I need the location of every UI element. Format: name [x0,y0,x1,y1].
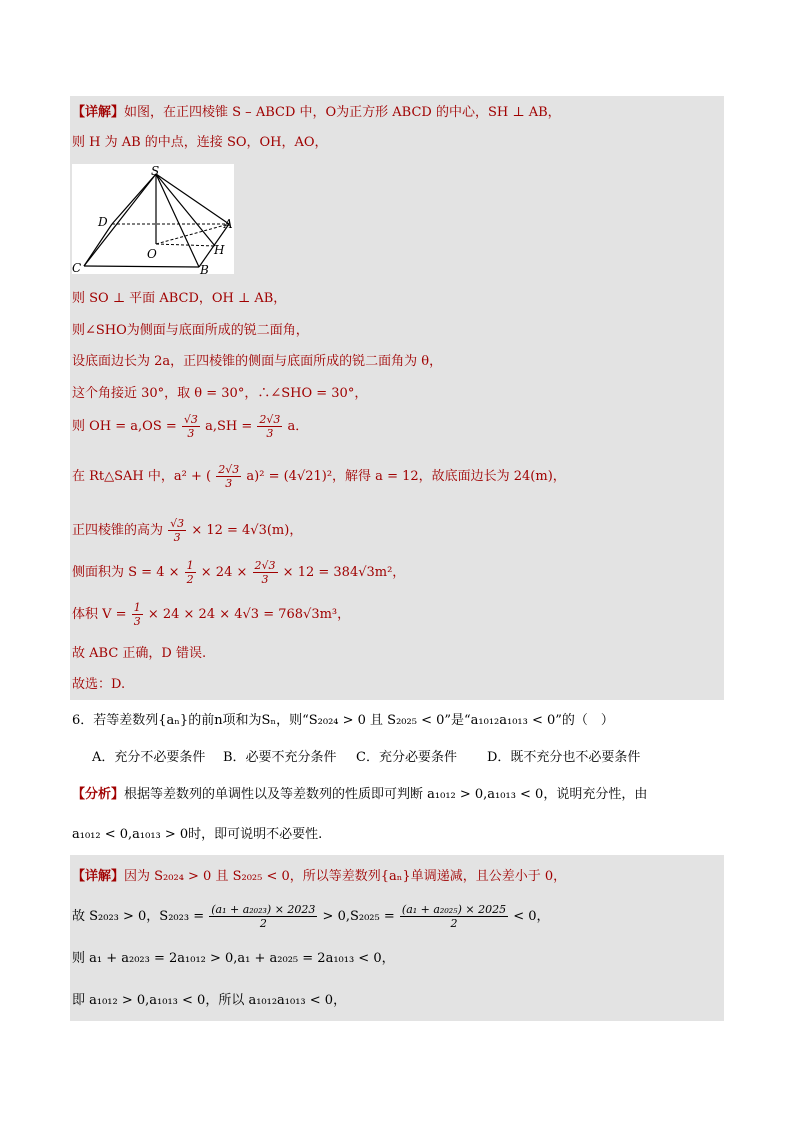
edge-sb [156,174,199,267]
solution-b-line-1: 【详解】因为 S₂₀₂₄ > 0 且 S₂₀₂₅ < 0，所以等差数列{aₙ}单调递减，且公差小于 0， [72,869,567,884]
pyramid-figure [72,164,234,274]
fraction: $\frac{2√3}{3}$ [254,559,276,586]
option-a: A．充分不必要条件 [92,750,206,765]
solution-a-line-13: 故选：D. [72,677,126,692]
edge-oa [156,224,229,244]
solution-b-line-3: 则 a₁ + a₂₀₂₃ = 2a₁₀₁₂ > 0,a₁ + a₂₀₂₅ = 2a₁₀₁₃ < 0， [72,951,395,966]
question-6-stem: 6．若等差数列{aₙ}的前n项和为Sₙ，则“S₂₀₂₄ > 0 且 S₂₀₂₅ < 0”是“a₁₀₁₂a₁₀₁₃ < 0”的（ ） [72,713,614,728]
solution-a-line-5: 设底面边长为 2a，正四棱锥的侧面与底面所成的锐二面角为 θ， [72,354,443,369]
fraction: $\frac{\text{(a₁ + a₂₀₂₃) × 2023}}{2}$ [211,903,316,930]
analysis-line-1: 【分析】根据等差数列的单调性以及等差数列的性质即可判断 a₁₀₁₂ > 0,a₁₀₁₃ < 0，说明充分性，由 [72,787,648,802]
solution-a-line-10: 侧面积为 S = 4 × $\frac{1}{2}$ × 24 × $\frac{2√3}{3}$ × 12 = 384√3m²， [72,559,406,586]
edge-sc [84,174,156,266]
analysis-line-2: a₁₀₁₂ < 0,a₁₀₁₃ > 0时，即可说明不必要性. [72,827,323,842]
edge-sd [112,174,156,224]
label-s: S [151,164,160,178]
solution-a-line-2: 则 H 为 AB 的中点，连接 SO，OH，AO， [72,135,328,150]
edge-cb [84,266,199,267]
fraction: $\frac{√3}{3}$ [183,413,198,440]
label-b: B [200,263,209,274]
solution-b-line-2: 故 S₂₀₂₃ > 0，S₂₀₂₃ = $\frac{\text{(a₁ + a₂₀₂₃) × 2023}}{2}$ > 0,S₂₀₂₅ = $\frac{\text{(a₁ + a₂₀₂₅) × 2025}}{2}$ < 0， [72,903,550,930]
edge-sh [156,174,215,246]
solution-a-line-6: 这个角接近 30°，取 θ = 30°，∴∠SHO = 30°， [72,386,368,401]
edge-cd [84,224,112,266]
solution-b-line-4: 即 a₁₀₁₂ > 0,a₁₀₁₃ < 0，所以 a₁₀₁₂a₁₀₁₃ < 0， [72,993,347,1008]
option-c: C．充分必要条件 [356,750,457,765]
label-o: O [147,247,157,261]
label-d: D [98,215,108,229]
detail-tag: 【详解】 [72,105,125,120]
solution-a-line-11: 体积 V = $\frac{1}{3}$ × 24 × 24 × 4√3 = 768√3m³， [72,601,351,628]
fraction: $\frac{2√3}{3}$ [218,463,240,490]
solution-a-line-3: 则 SO ⊥ 平面 ABCD，OH ⊥ AB， [72,291,287,306]
solution-a-line-7: 则 OH = a,OS = $\frac{√3}{3}$ a,SH = $\frac{2√3}{3}$ a． [72,413,309,440]
solution-a-line-4: 则∠SHO为侧面与底面所成的锐二面角， [72,323,309,338]
analysis-tag: 【分析】 [72,787,125,802]
edge-oh [156,244,215,246]
solution-a-line-9: 正四棱锥的高为 $\frac{√3}{3}$ × 12 = 4√3(m)， [72,517,303,544]
fraction: $\frac{1}{2}$ [186,559,194,586]
label-a: A [224,217,233,231]
label-c: C [72,261,82,274]
solution-a-line-12: 故 ABC 正确，D 错误. [72,646,207,661]
solution-a-line-8: 在 Rt△SAH 中，a² + ( $\frac{2√3}{3}$ a)² = (4√21)²，解得 a = 12，故底面边长为 24(m)， [72,463,566,490]
pyramid-diagram [72,164,234,274]
detail-tag: 【详解】 [72,869,125,884]
solution-a-line-1: 【详解】如图，在正四棱锥 S – ABCD 中，O为正方形 ABCD 的中心，SH ⊥ AB， [72,105,561,120]
label-h: H [214,243,225,257]
fraction: $\frac{1}{3}$ [133,601,141,628]
fraction: $\frac{\text{(a₁ + a₂₀₂₅) × 2025}}{2}$ [401,903,507,930]
option-b: B．必要不充分条件 [223,750,337,765]
option-d: D．既不充分也不必要条件 [487,750,641,765]
fraction: $\frac{√3}{3}$ [170,517,185,544]
fraction: $\frac{2√3}{3}$ [259,413,281,440]
